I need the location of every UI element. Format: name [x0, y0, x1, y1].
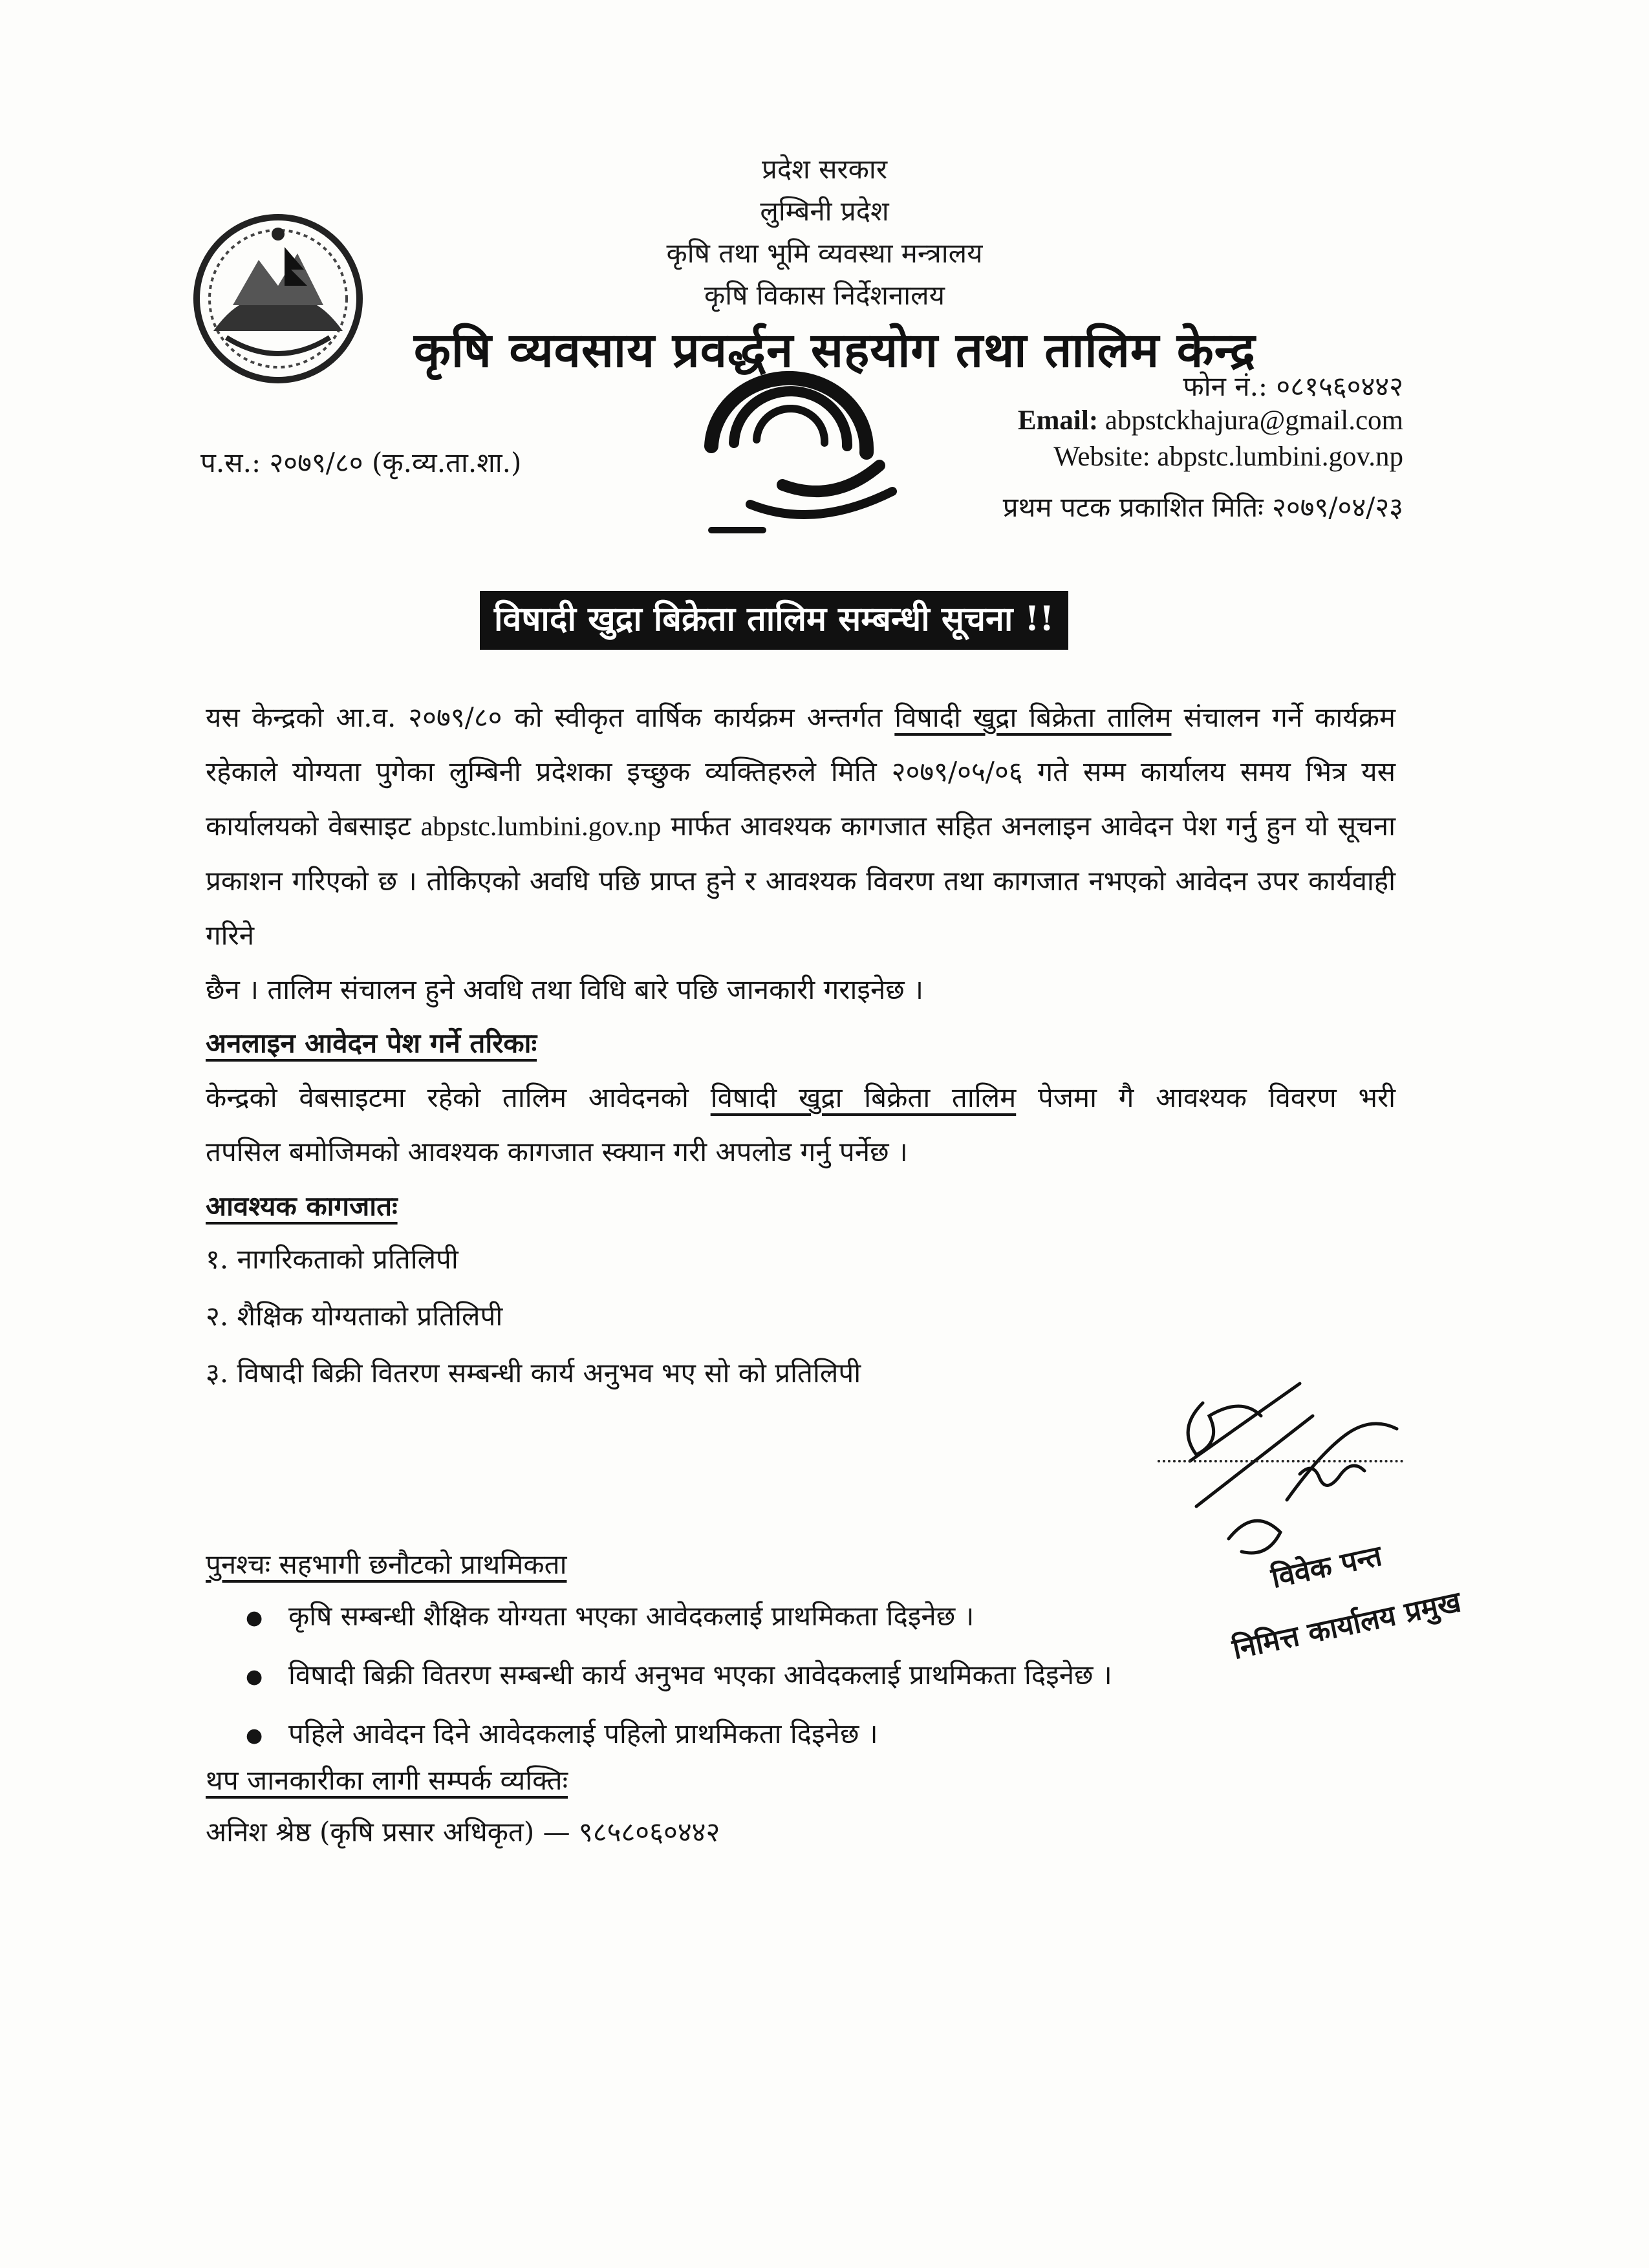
bullet-icon: ● [246, 1607, 263, 1629]
priority-item [246, 1647, 1112, 1706]
published-date: प्रथम पटक प्रकाशित मितिः २०७९/०४/२३ [1002, 491, 1403, 523]
signature-line [1158, 1460, 1403, 1462]
header-line-govt: प्रदेश सरकार [762, 153, 887, 185]
priority-list [246, 1588, 1112, 1764]
header-line-province: लुम्बिनी प्रदेश [760, 195, 889, 227]
intro-line-1 [206, 690, 1396, 963]
website-label: Website: [1053, 442, 1150, 472]
contact-heading [206, 1753, 1396, 1808]
intro-text-a: यस केन्द्रको आ.व. २०७९/८० को स्वीकृत वार्षिक कार्यक्रम अन्तर्गत [206, 701, 883, 733]
documents-heading [206, 1179, 1396, 1234]
website-url[interactable]: abpstc.lumbini.gov.np [1157, 442, 1403, 472]
priority-heading-text: पुनश्चः सहभागी छनौटको प्राथमिकता [206, 1548, 567, 1580]
apply-heading: अनलाइन आवेदन पेश गर्ने तरिकाः [206, 1027, 537, 1059]
intro-text-b: संचालन गर्ने कार्यक्रम रहेकाले योग्यता पुगेका लुम्बिनी प्रदेशका इच्छुक व्यक्तिहरुले मिति २०७९/०५/०६ गते सम्म कार्यालय समय भित्र यस कार्यालयको वेबसाइट [206, 701, 1396, 842]
apply-section [206, 1016, 1396, 1179]
priority-item-text: कृषि सम्बन्धी शैक्षिक योग्यता भएका आवेदकलाई प्राथमिकता दिइनेछ । [288, 1600, 975, 1632]
training-name-link: विषादी खुद्रा बिक्रेता तालिम [894, 701, 1172, 733]
intro-last-line: छैन । तालिम संचालन हुने अवधि तथा विधि बारे पछि जानकारी गराइनेछ । [206, 974, 923, 1005]
signatory-title: निमित्त कार्यालय प्रमुख [1229, 1585, 1464, 1666]
reference-number: प.स.: २०७९/८० (कृ.व्य.ता.शा.) [200, 447, 522, 478]
intro-website: abpstc.lumbini.gov.np [420, 812, 662, 842]
intro-text-c: मार्फत आवश्यक कागजात सहित अनलाइन आवेदन पेश गर्नु हुन यो सूचना प्रकाशन गरिएको छ । तोकिएको अवधि पछि प्राप्त हुने र आवश्यक विवरण तथा कागजात नभएको आवेदन उपर कार्यवाही गरिने [206, 810, 1396, 951]
header-line-ministry: कृषि तथा भूमि व्यवस्था मन्त्रालय [666, 237, 983, 269]
contact-person: अनिश श्रेष्ठ (कृषि प्रसार अधिकृत) — ९८५८०६०४४२ [206, 1816, 720, 1848]
bullet-icon: ● [246, 1724, 263, 1747]
signatory-name: विवेक पन्त [1268, 1539, 1385, 1595]
document-item: १. नागरिकताको प्रतिलिपी [206, 1243, 458, 1275]
website-line [1053, 441, 1403, 473]
priority-item [246, 1588, 1112, 1647]
apply-text [206, 1071, 1396, 1125]
priority-item-text: विषादी बिक्री वितरण सम्बन्धी कार्य अनुभव भएका आवेदकलाई प्राथमिकता दिइनेछ । [288, 1659, 1112, 1691]
email-line [1018, 405, 1403, 436]
document-item: ३. विषादी बिक्री वितरण सम्बन्धी कार्य अनुभव भए सो को प्रतिलिपी [206, 1357, 861, 1389]
contact-heading-text: थप जानकारीका लागी सम्पर्क व्यक्तिः [206, 1764, 568, 1796]
office-title: कृषि व्यवसाय प्रवर्द्धन सहयोग तथा तालिम केन्द्र [414, 323, 1256, 378]
documents-list [206, 1231, 861, 1402]
document-item: २. शैक्षिक योग्यताको प्रतिलिपी [206, 1300, 503, 1332]
bullet-icon: ● [246, 1665, 263, 1688]
priority-item-text: पहिले आवेदन दिने आवेदकलाई पहिलो प्राथमिकता दिइनेछ । [288, 1718, 878, 1749]
notice-title-banner: विषादी खुद्रा बिक्रेता तालिम सम्बन्धी सूचना !! [480, 591, 1068, 650]
phone-number: फोन नं.: ०८१५६०४४२ [1183, 370, 1403, 402]
intro-paragraph [206, 690, 1396, 1017]
apply-training-link: विषादी खुद्रा बिक्रेता तालिम [710, 1082, 1017, 1113]
apply-text-b: पेजमा गै आवश्यक विवरण भरी [1037, 1082, 1396, 1113]
apply-text-a: केन्द्रको वेबसाइटमा रहेको तालिम आवेदनको [206, 1082, 689, 1113]
apply-last-line: तपसिल बमोजिमको आवश्यक कागजात स्क्यान गरी अपलोड गर्नु पर्नेछ । [206, 1136, 908, 1168]
header-line-directorate: कृषि विकास निर्देशनालय [704, 279, 945, 311]
email-label: Email: [1017, 405, 1099, 436]
priority-heading [206, 1537, 1396, 1592]
documents-heading-text: आवश्यक कागजातः [206, 1190, 398, 1222]
email-address[interactable]: abpstckhajura@gmail.com [1105, 405, 1403, 436]
office-stamp-icon [673, 336, 918, 543]
